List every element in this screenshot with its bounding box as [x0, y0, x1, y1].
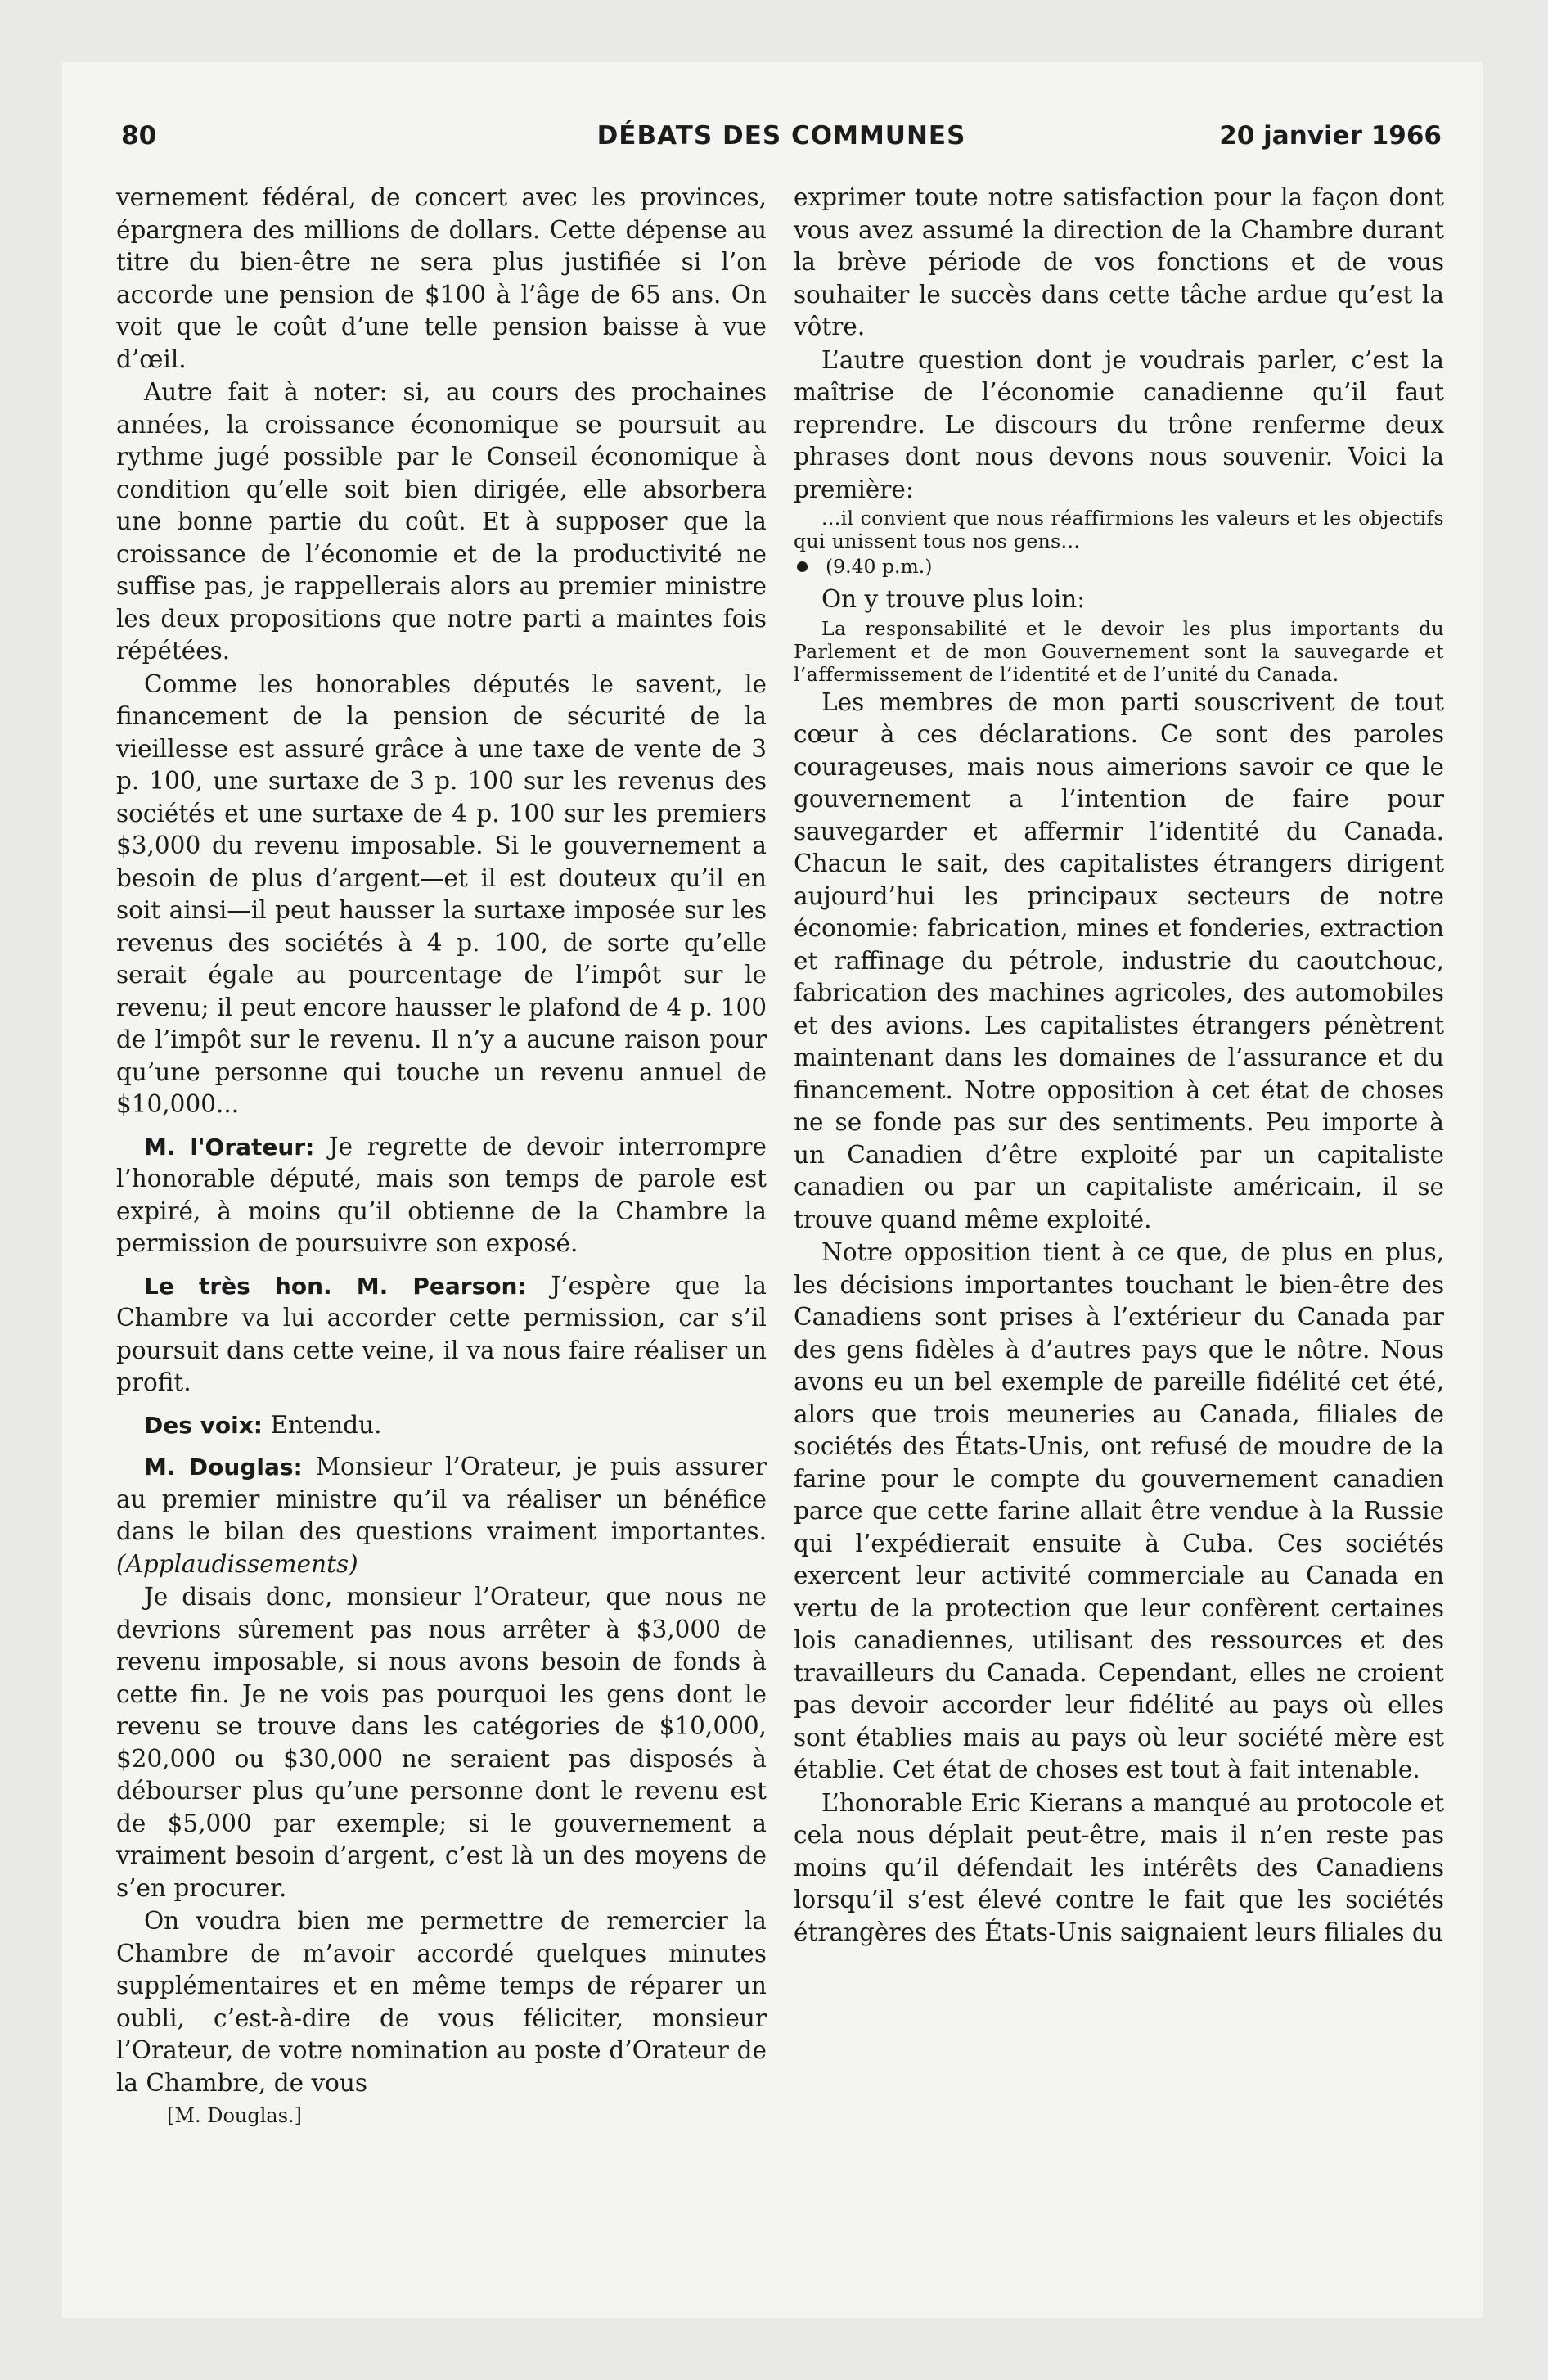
speech-text: Entendu. — [270, 1410, 382, 1439]
speech-text: Monsieur l’Orateur, je puis assurer au premier ministre qu’il va réaliser un bénéfice dans le bilan des questions vraiment importantes. — [116, 1453, 767, 1545]
speaker-footer: [M. Douglas.] — [167, 2104, 302, 2127]
applause-note: (Applaudissements) — [116, 1549, 358, 1578]
right-paragraph-4: Les membres de mon parti souscrivent de tout cœur à ces déclarations. Ce sont des paroles courageuses, mais nous aimerions savoir ce que le gouvernement a l’intention de faire pour sauvegarder et affermir l’identité du Canada. Chacun le sait, des capitalistes étrangers dirigent aujourd’hui les principaux secteurs de notre économie: fabrication, mines et fonderies, extraction et raffinage du pétrole, industrie du caoutchouc, fabrication des machines agricoles, des automobiles et des avions. Les capitalistes étrangers pénètrent maintenant dans les domaines de l’assurance et du financement. Notre opposition à cet état de choses ne se fonde pas sur des sentiments. Peu importe à un Canadien d’être exploité par un capitaliste canadien ou par un capitaliste américain, il se trouve quand même exploité. — [794, 687, 1444, 1233]
speech-text: Je regrette de devoir interrompre l’honorable député, mais son temps de parole est expiré, à moins qu’il obtienne de la Chambre la permission de poursuivre son exposé. — [116, 1132, 767, 1257]
left-paragraph-4: Je disais donc, monsieur l’Orateur, que nous ne devrions sûrement pas nous arrêter à $3,000 de revenu imposable, si nous avons besoin de fonds à cette fin. Je ne vois pas pourquoi les gens dont le revenu se trouve dans les catégories de $10,000, $20,000 ou $30,000 ne seraient pas disposés à débourser plus qu’une personne dont le revenu est de $5,000 par exemple; si le gouvernement a vraiment besoin d’argent, c’est là un des moyens de s’en procurer. — [116, 1583, 767, 1902]
page-header — [121, 121, 1442, 160]
left-column — [116, 182, 767, 2133]
right-paragraph-1: exprimer toute notre satisfaction pour la façon dont vous avez assumé la direction de la Chambre durant la brève période de vos fonctions et de vous souhaiter le succès dans cette tâche ardue qu’est la vôtre. — [794, 183, 1444, 340]
right-paragraph-5: Notre opposition tient à ce que, de plus en plus, les décisions importantes touchant le bien-être des Canadiens sont prises à l’extérieur du Canada par des gens fidèles à d’autres pays que le nôtre. Nous avons eu un bel exemple de pareille fidélité cet été, alors que trois meuneries au Canada, filiales de sociétés des États-Unis, ont refusé de moudre de la farine pour le compte du gouvernement canadien parce que cette farine allait être vendue à la Russie qui l’expédierait ensuite à Cuba. Ces sociétés exercent leur activité commerciale au Canada en vertu de la protection que leur confèrent certaines lois canadiennes, utilisant des ressources et des travailleurs du Canada. Cependant, elles ne croient pas devoir accorder leur fidélité au pays où elles sont établies mais au pays où leur société mère est établie. Cet état de choses est tout à fait intenable. — [794, 1238, 1444, 1783]
speaker-name: Des voix: — [144, 1411, 263, 1439]
speech-pearson — [116, 1270, 767, 1400]
bullet-icon — [797, 561, 808, 572]
throne-speech-quote-2: La responsabilité et le devoir les plus importants du Parlement et de mon Gouvernement sont la sauvegarde et l’affermissement de l’identité et de l’unité du Canada. — [794, 616, 1444, 686]
speaker-name: M. l'Orateur: — [144, 1133, 315, 1161]
speaker-name: M. Douglas: — [144, 1454, 303, 1481]
throne-speech-quote-1: ...il convient que nous réaffirmions les valeurs et les objectifs qui unissent tous nos gens... — [794, 507, 1444, 552]
left-paragraph-3: Comme les honorables députés le savent, le financement de la pension de sécurité de la vieillesse est assuré grâce à une taxe de vente de 3 p. 100, une surtaxe de 3 p. 100 sur les revenus des sociétés et une surtaxe de 4 p. 100 sur les premiers $3,000 du revenu imposable. Si le gouvernement a besoin de plus d’argent—et il est douteux qu’il en soit ainsi—il peut hausser la surtaxe imposée sur les revenus des sociétés à 4 p. 100, de sorte qu’elle serait égale au pourcentage de l’impôt sur le revenu; il peut encore hausser le plafond de 4 p. 100 de l’impôt sur le revenu. Il n’y a aucune raison pour qu’une personne qui touche un revenu annuel de $10,000... — [116, 669, 767, 1118]
time-marker-text: (9.40 p.m.) — [826, 555, 933, 578]
right-paragraph-3: On y trouve plus loin: — [821, 585, 1086, 613]
issue-date: 20 janvier 1966 — [1219, 121, 1442, 151]
left-paragraph-1: vernement fédéral, de concert avec les provinces, épargnera des millions de dollars. Cette dépense au titre du bien-être ne sera plus justifiée si l’on accorde une pension de $100 à l’âge de 65 ans. On voit que le coût d’une telle pension baisse à vue d’œil. — [116, 183, 767, 373]
right-paragraph-2: L’autre question dont je voudrais parler, c’est la maîtrise de l’économie canadienne qu’il faut reprendre. Le discours du trône renferme deux phrases dont nous devons nous souvenir. Voici la première: — [794, 345, 1444, 503]
page-number: 80 — [121, 121, 157, 151]
publication-title: DÉBATS DES COMMUNES — [596, 121, 966, 151]
speech-douglas — [116, 1451, 767, 1580]
speaker-name: Le très hon. M. Pearson: — [144, 1272, 527, 1300]
speech-des-voix — [116, 1409, 767, 1442]
left-paragraph-2: Autre fait à noter: si, au cours des prochaines années, la croissance économique se poursuit au rythme jugé possible par le Conseil économique à condition qu’elle soit bien dirigée, elle absorbera une bonne partie du coût. Et à supposer que la croissance de l’économie et de la productivité ne suffise pas, je rappellerais alors au premier ministre les deux propositions que notre parti a maintes fois répétées. — [116, 378, 767, 665]
speech-orateur — [116, 1131, 767, 1260]
left-paragraph-5: On voudra bien me permettre de remercier la Chambre de m’avoir accordé quelques minutes supplémentaires et en même temps de réparer un oubli, c’est-à-dire de vous féliciter, monsieur l’Orateur, de votre nomination au poste d’Orateur de la Chambre, de vous — [116, 1907, 767, 2097]
speech-text: J’espère que la Chambre va lui accorder cette permission, car s’il poursuit dans cette veine, il va nous faire réaliser un profit. — [116, 1271, 767, 1396]
right-paragraph-6: L’honorable Eric Kierans a manqué au protocole et cela nous déplait peut-être, mais il n’en reste pas moins qu’il défendait les intérêts des Canadiens lorsqu’il s’est élevé contre le fait que les sociétés étrangères des États-Unis saignaient leurs filiales du — [794, 1788, 1444, 1946]
right-column — [794, 182, 1444, 1949]
time-marker — [794, 554, 1444, 579]
